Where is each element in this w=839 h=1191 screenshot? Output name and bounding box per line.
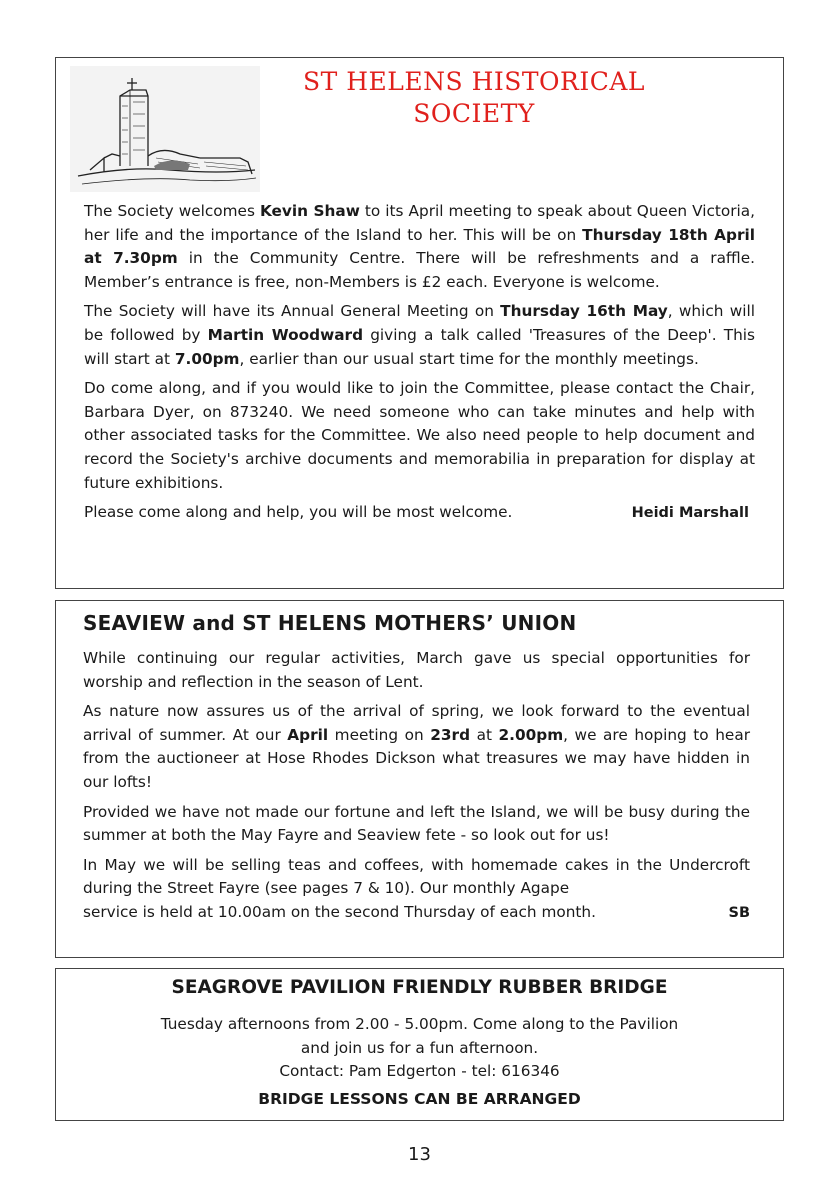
bridge-contact: Contact: Pam Edgerton - tel: 616346 — [279, 1062, 560, 1081]
title-line-1: ST HELENS HISTORICAL — [302, 67, 646, 96]
mothers-union-box — [55, 600, 784, 958]
mu-paragraph-3: Provided we have not made our fortune and left the Island, we will be busy during the summer at both the May Fayre and Seaview fete - so look out for us! — [83, 802, 750, 845]
hs-paragraph-2: The Society will have its Annual General Meeting on Thursday 16th May, which will be followed by Martin Woodward giving a talk called 'Treasures of the Deep'. This will start at 7.00pm, earlier than our usual start time for the monthly meetings. — [84, 302, 755, 368]
mu-paragraph-1: While continuing our regular activities, March gave us special opportunities for worship and reflection in the season of Lent. — [83, 649, 750, 691]
mu-last-line: service is held at 10.00am on the second Thursday of each month. — [83, 902, 596, 921]
historical-society-box — [55, 57, 784, 589]
hs-paragraph-3: Do come along, and if you would like to join the Committee, please contact the Chair, Barbara Dyer, on 873240. We need someone who can take minutes and help with other associated tasks for the Committee. We also need people to help document and record the Society's archive documents and memorabilia in preparation for display at future exhibitions. — [84, 379, 755, 492]
bridge-lessons-note: BRIDGE LESSONS CAN BE ARRANGED — [258, 1090, 581, 1108]
hs-paragraph-1: The Society welcomes Kevin Shaw to its April meeting to speak about Queen Victoria, her life and the importance of the Island to her. This will be on Thursday 18th April at 7.30pm in the Community Centre. There will be refreshments and a raffle. Member’s entrance is free, non-Members is £2 each. Everyone is welcome. — [84, 202, 755, 291]
title-line-2: SOCIETY — [413, 99, 535, 128]
mu-paragraph-4: In May we will be selling teas and coffees, with homemade cakes in the Undercroft during the Street Fayre (see pages 7 & 10). Our monthly Agape service is held at 10.00am on the second Thursday of each month. SB — [83, 854, 750, 926]
hs-signature: Heidi Marshall — [631, 505, 749, 522]
bridge-body — [56, 1013, 783, 1084]
hs-closing-text: Please come along and help, you will be most welcome. — [84, 503, 513, 522]
hs-paragraph-4 — [84, 501, 755, 526]
bridge-line-1: Tuesday afternoons from 2.00 - 5.00pm. Come along to the Pavilion — [160, 1015, 679, 1033]
bridge-title: SEAGROVE PAVILION FRIENDLY RUBBER BRIDGE — [171, 977, 668, 998]
page-number: 13 — [408, 1144, 431, 1165]
historical-society-body — [84, 200, 755, 532]
mu-paragraph-2: As nature now assures us of the arrival of spring, we look forward to the eventual arrival of summer. At our April meeting on 23rd at 2.00pm, we are hoping to hear from the auctioneer at Hose Rhodes Dickson what treasures we may have hidden in our lofts! — [83, 702, 750, 791]
bridge-box — [55, 968, 784, 1121]
mothers-union-title: SEAVIEW and ST HELENS MOTHERS’ UNION — [83, 611, 577, 635]
mu-signature: SB — [728, 904, 750, 921]
mothers-union-body — [83, 647, 750, 926]
bridge-line-2: and join us for a fun afternoon. — [300, 1038, 539, 1057]
historical-society-title — [224, 66, 724, 130]
